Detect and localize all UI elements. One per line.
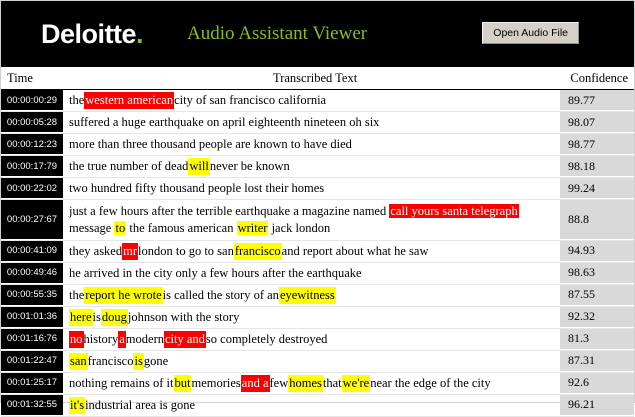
column-header-transcribed-text: Transcribed Text bbox=[273, 71, 358, 85]
text-segment: never be known bbox=[209, 159, 290, 174]
highlight-red: a bbox=[119, 331, 125, 346]
row-timecode: 00:00:00:29 bbox=[1, 90, 63, 111]
text-segment: suffered a huge earthquake on april eighteenth nineteen oh six bbox=[69, 115, 380, 130]
row-confidence: 98.77 bbox=[560, 134, 634, 155]
row-timecode: 00:00:55:35 bbox=[1, 285, 63, 306]
text-segment: the famous american bbox=[126, 220, 237, 235]
text-segment: the true number of dead bbox=[69, 159, 189, 174]
table-column-headers bbox=[1, 67, 634, 90]
logo-text: Deloitte bbox=[41, 18, 137, 49]
row-timecode: 00:00:22:02 bbox=[1, 178, 63, 199]
table-row[interactable] bbox=[1, 285, 634, 307]
highlight-yellow: san bbox=[70, 353, 87, 368]
highlight-yellow: is bbox=[134, 353, 143, 368]
row-confidence: 94.93 bbox=[560, 241, 634, 262]
row-transcribed-text bbox=[63, 241, 560, 262]
text-segment: they asked bbox=[69, 243, 123, 258]
table-row[interactable] bbox=[1, 329, 634, 351]
text-segment: modern bbox=[125, 331, 164, 346]
logo-dot: . bbox=[136, 18, 144, 49]
text-segment: more than three thousand people are known to have died bbox=[69, 137, 352, 152]
row-confidence: 98.07 bbox=[560, 112, 634, 133]
row-timecode: 00:00:49:46 bbox=[1, 263, 63, 284]
row-confidence: 88.8 bbox=[560, 200, 634, 240]
highlight-yellow: here bbox=[70, 309, 92, 324]
row-timecode: 00:01:01:36 bbox=[1, 307, 63, 328]
text-segment: johnson with the story bbox=[127, 309, 240, 324]
table-row[interactable] bbox=[1, 90, 634, 112]
table-row[interactable] bbox=[1, 263, 634, 285]
table-row[interactable] bbox=[1, 134, 634, 156]
row-transcribed-text bbox=[63, 263, 560, 284]
table-row[interactable] bbox=[1, 156, 634, 178]
highlight-yellow: eyewitness bbox=[279, 287, 335, 302]
text-segment: the bbox=[69, 287, 85, 302]
table-row[interactable] bbox=[1, 395, 634, 417]
row-confidence: 87.55 bbox=[560, 285, 634, 306]
text-segment: jack london bbox=[268, 220, 331, 235]
table-row[interactable] bbox=[1, 351, 634, 373]
row-timecode: 00:00:17:79 bbox=[1, 156, 63, 177]
highlight-yellow: we're bbox=[342, 375, 370, 390]
row-transcribed-text bbox=[63, 373, 560, 394]
row-timecode: 00:01:22:47 bbox=[1, 351, 63, 372]
transcript-table[interactable] bbox=[1, 90, 634, 417]
text-segment: message bbox=[69, 220, 115, 235]
text-segment: city of san francisco california bbox=[174, 93, 327, 108]
row-transcribed-text bbox=[63, 112, 560, 133]
text-segment: he arrived in the city only a few hours after the earthquake bbox=[69, 265, 362, 280]
text-segment: near the edge of the city bbox=[370, 375, 491, 390]
page-title: Audio Assistant Viewer bbox=[187, 23, 368, 44]
deloitte-logo bbox=[41, 19, 143, 50]
table-row[interactable] bbox=[1, 178, 634, 200]
highlight-yellow: but bbox=[174, 375, 191, 390]
row-transcribed-text bbox=[63, 395, 560, 416]
row-transcribed-text bbox=[63, 285, 560, 306]
row-confidence: 92.6 bbox=[560, 373, 634, 394]
row-transcribed-text bbox=[63, 351, 560, 372]
text-segment: two hundred fifty thousand people lost their homes bbox=[69, 181, 325, 196]
row-timecode: 00:01:32:55 bbox=[1, 395, 63, 416]
row-confidence: 99.24 bbox=[560, 178, 634, 199]
open-audio-file-button[interactable]: Open Audio File bbox=[482, 22, 579, 44]
text-segment: memories bbox=[191, 375, 241, 390]
text-segment: francisco bbox=[87, 353, 134, 368]
row-transcribed-text bbox=[63, 134, 560, 155]
text-segment: nothing remains of it bbox=[69, 375, 174, 390]
row-confidence: 96.21 bbox=[560, 395, 634, 416]
table-row[interactable] bbox=[1, 241, 634, 263]
highlight-yellow: writer bbox=[237, 220, 268, 235]
table-row[interactable] bbox=[1, 112, 634, 134]
app-header bbox=[1, 1, 634, 67]
text-segment: london to go to san bbox=[138, 243, 234, 258]
text-segment: just a few hours after the terrible earthquake a magazine named bbox=[69, 204, 390, 218]
row-timecode: 00:01:25:17 bbox=[1, 373, 63, 394]
text-segment: history bbox=[83, 331, 119, 346]
text-segment: and report about what he saw bbox=[281, 243, 429, 258]
row-timecode: 00:00:27:67 bbox=[1, 200, 63, 240]
highlight-red: mr bbox=[123, 243, 137, 258]
row-confidence: 98.63 bbox=[560, 263, 634, 284]
highlight-yellow: francisco bbox=[234, 243, 281, 258]
highlight-yellow: doug bbox=[101, 309, 127, 324]
table-row[interactable] bbox=[1, 307, 634, 329]
highlight-yellow: to bbox=[115, 220, 126, 235]
table-row[interactable] bbox=[1, 373, 634, 395]
highlight-red: and a bbox=[241, 375, 269, 390]
column-header-time: Time bbox=[7, 71, 33, 85]
row-transcribed-text bbox=[63, 200, 560, 240]
text-segment: is called the story of an bbox=[162, 287, 279, 302]
row-timecode: 00:00:41:09 bbox=[1, 241, 63, 262]
row-timecode: 00:00:12:23 bbox=[1, 134, 63, 155]
row-transcribed-text bbox=[63, 329, 560, 350]
row-confidence: 89.77 bbox=[560, 90, 634, 111]
row-timecode: 00:00:05:28 bbox=[1, 112, 63, 133]
highlight-red: no bbox=[70, 331, 83, 346]
highlight-yellow: report he wrote bbox=[85, 287, 162, 302]
text-segment: that bbox=[322, 375, 342, 390]
text-segment: the bbox=[69, 93, 85, 108]
row-transcribed-text bbox=[63, 307, 560, 328]
text-segment: is bbox=[92, 309, 101, 324]
row-timecode: 00:01:16:76 bbox=[1, 329, 63, 350]
row-transcribed-text bbox=[63, 156, 560, 177]
highlight-red: city and bbox=[164, 331, 205, 346]
row-confidence: 98.18 bbox=[560, 156, 634, 177]
highlight-yellow: will bbox=[189, 159, 209, 174]
table-row[interactable] bbox=[1, 200, 634, 241]
row-confidence: 81.3 bbox=[560, 329, 634, 350]
text-segment: gone bbox=[143, 353, 169, 368]
text-segment: so completely destroyed bbox=[205, 331, 328, 346]
row-transcribed-text bbox=[63, 90, 560, 111]
highlight-yellow: homes bbox=[289, 375, 322, 390]
row-transcribed-text bbox=[63, 178, 560, 199]
row-confidence: 87.31 bbox=[560, 351, 634, 372]
text-segment: few bbox=[269, 375, 289, 390]
highlight-yellow: it's bbox=[70, 397, 85, 412]
row-confidence: 92.32 bbox=[560, 307, 634, 328]
text-segment: industrial area is gone bbox=[85, 397, 196, 412]
column-header-confidence: Confidence bbox=[570, 71, 628, 85]
highlight-red: call yours santa telegraph bbox=[390, 204, 518, 218]
highlight-red: western american bbox=[85, 93, 174, 108]
